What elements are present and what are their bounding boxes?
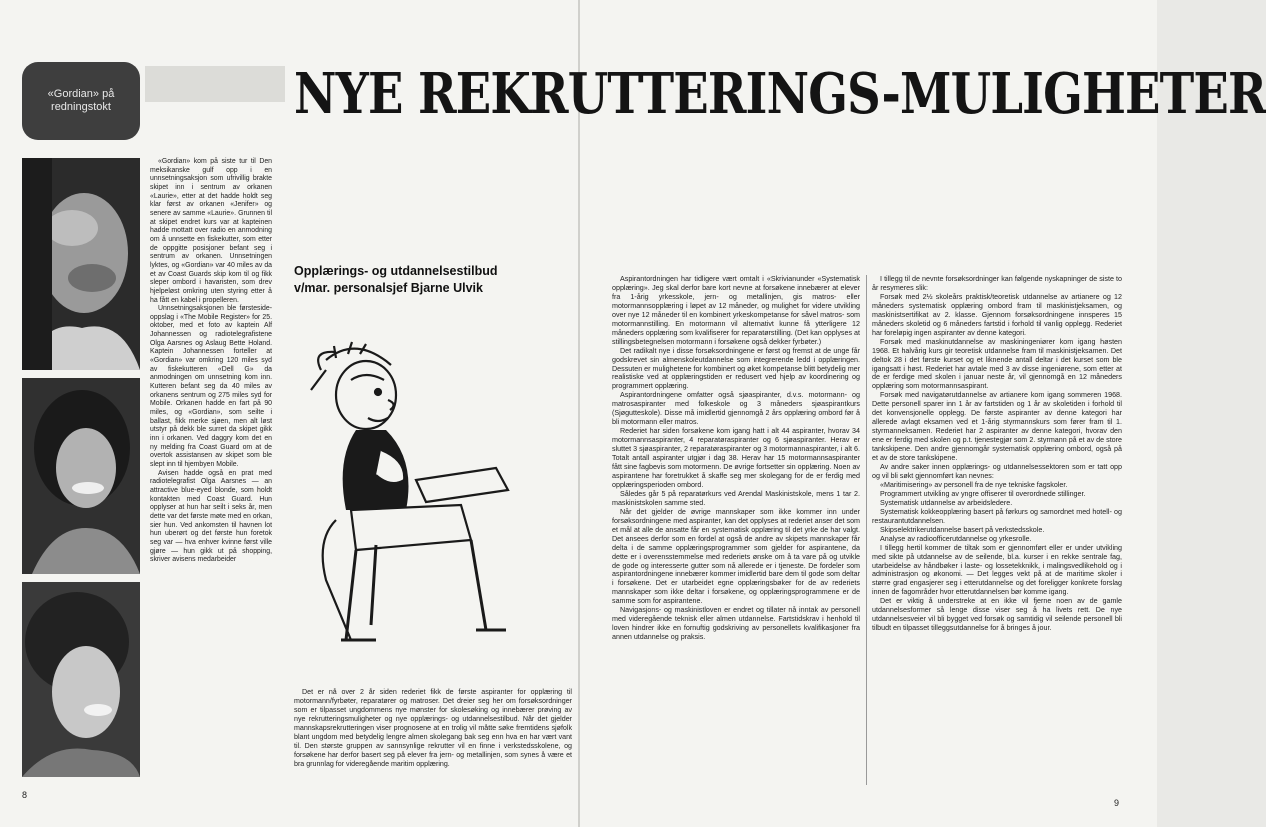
right-column-2-paragraph: I tillegg hertil kommer de tiltak som er gjennomført eller er under utvikling med sikte på utdannelse av de seilende, bl.a. kurser i en rekke sentrale fag, utarbeidelse av håndbøker i laste- og lossetekknikk, i malingsvedlikehold og i administrasjon og økonomi. — Det legges vekt på at de maritime skoler i større grad engasjerer seg i etterutdannelse og det foreligger konkrete forslag innen de fagområder hvor etterutdannelsen bør komme igang. [872,543,1122,597]
photo-radio-operator-2-image [22,582,140,777]
right-column-2 [872,275,1122,787]
article-subhead [294,263,564,297]
right-column-1 [612,275,860,785]
photo-radio-operator-2 [22,582,140,777]
story-badge-text: «Gordian» på redningstokt [47,88,115,113]
right-column-2-paragraph: Analyse av radioofficerutdannelse og yrkesrolle. [880,534,1032,543]
right-column-1-paragraph: Aspirantordningene omfatter også sjøaspiranter, d.v.s. motormann- og matrosaspiranter med folkeskole og 3 måneders sjøaspirantkurs (Sjøgutteskole). Disse må imidlertid gjennomgå 2 års opplæring ombord før å bli motormann eller matros. [612,391,860,427]
right-column-1-paragraph: Navigasjons- og maskinistloven er endret og tillater nå inntak av personell med videregående teknisk eller almen utdannelse. Fartstidskrav i henhold til loven hindrer ikke en fornuftig godskriving av personellets kvalifikasjoner fra annen utdannelse og praksis. [612,606,860,642]
faded-print-through [145,66,285,102]
left-article-paragraph: «Gordian» kom på siste tur til Den meksikanske gulf opp i en unnsetningsaksjon som ufrivillig brakte skipet inn i sentrum av orkanen «Laurie», etter at det hadde holdt seg klar først av orkanen «Jenifer» og senere av samme «Laurie». Grunnen til at skipet endret kurs var at kapteinen hadde mottatt over radio en anmodning om å unnsette en fiskekutter, som etter de oppgitte posisjoner befant seg i sentrum av orkanen. Unnsetningen lyktes, og «Gordian» var 40 miles av da et av Coast Guards skip kom til og fikk sleper ombord i havaristen, som drev hjelpeløst omkring uten styring etter å ha fått en kabel i propelleren. [150,158,272,304]
photo-radio-operator-1-image [22,378,140,574]
right-column-2-paragraph: Forsøk med navigatørutdannelse av artianere kom igang sommeren 1968. Dette personell sparer inn 1 år av fartstiden og 1 år av skoletiden i forhold til det konvensjonelle opplegg. De første aspiranter av denne kategori har allerede avlagt eksamen ved et 1-årig styrmannskurs som fører fram til 1. styrmanneksamen. Rederiet har 2 aspiranter av denne kategori, hvorav den ene er ferdig med skolen og p.t. tjenestegjør som 2. styrmann på et av de store tankskipene. Den andre gjennomgår systematisk opplæring ombord, også på et av de store tankskipene. [872,391,1122,463]
subhead-line-2: v/mar. personalsjef Bjarne Ulvik [294,281,483,295]
intro-text-block [294,688,572,780]
right-column-2-paragraph: Skipselektrikerutdannelse basert på verkstedsskole. [880,525,1045,534]
right-column-2-paragraph: Forsøk med maskinutdannelse av maskiningeniører kom igang høsten 1968. Et halvårig kurs gir teoretisk utdannelse fram til maskinistjeksamen. Det deltok 28 i det første kurset og et liknende antall deltar i det kurset som ble igangsatt i høst. Rederiet har avtale med 3 av disse ingeniørene, som etter at de er ferdige med skolen i januar neste år, vil gjennomgå en 12 måneders opplæring som motormannsaspirant. [872,337,1122,391]
headline-text: NYE REKRUTTERINGS-MULIGHETER [294,61,1266,127]
right-column-2-paragraph: Systematisk kokkeopplæring basert på førkurs og samordnet med hotell- og restaurantutdannelsen. [872,507,1122,525]
right-column-1-paragraph: Når det gjelder de øvrige mannskaper som ikke kommer inn under forsøksordningene med aspiranter, kan det opplyses at rederiet anser det som et mål at alle de ansatte får en systematisk opplæring til det yrke de har valgt. Det ansees derfor som en fordel at også de andre av skipets mannskaper får delta i de samme opplæringsprogrammer som gjelder for aspirantene, da dette er i overensstemmelse med rederiets ønske om å ta vare på og utvikle de gode og interesserte gutter som nå allerede er i tjeneste. De fordeler som aspirantordningene innebærer kommer imidlertid bare dem til gode som deltar i forsøkene. Det er utarbeidet egne opplæringsbøker for de av rederiets mannskaper som ikke deltar i forsøkene, og opplæringsprogrammene er de samme som for aspirantene. [612,507,860,606]
page-number-right: 9 [1114,798,1120,808]
cartoon-student-illustration [296,340,546,660]
left-article-paragraph: Unnsetningsaksjonen ble førsteside-oppslag i «The Mobile Register» for 25. oktober, med et foto av kaptein Alf Johannessen og radiotelegrafistene Olga Aarsnes og Aslaug Bette Holand. Kaptein Johannessen forteller at «Gordian» var omkring 120 miles syd av fiskekutteren «Dell G» da anmodningen om unnsetning kom inn. Kutteren befant seg da 40 miles av orkanens sentrum og 275 miles syd for Mobile. Orkanen hadde en fart på 90 miles, og «Gordian», som seilte i ballast, fikk merke sjøen, men alt løst utstyr på dekk ble surret da skipet gikk inn i orkanen. Ved daggry kom det en ny melding fra Coast Guard om at de overtok assistansen av skipet som ble slept inn til hjembyen Mobile. [150,305,272,468]
photo-captain-image [22,158,140,370]
right-column-2-paragraph: Det er viktig å understreke at en ikke vil fjerne noen av de gamle utdannelsesformer så lenge disse viser seg å ha livets rett. De nye utdannelsesveier vil bli bygget ved forsøk og samtidig vil seilende personell bli tilbudt en tilpasset tilleggsutdannelse for å bringes å jour. [872,597,1122,633]
right-column-2-paragraph: Systematisk utdannelse av arbeidsledere. [880,498,1013,507]
right-column-1-paragraph: Aspirantordningen har tidligere vært omtalt i «Skrivianunder «Systematisk opplæring». Jeg skal derfor bare kort nevne at forsøkene innebærer at elever fra 1-årig yrkesskole, jern- og metallinjen, gis matros- eller motormannsopplæring i løpet av 12 måneder, og mulighet for videre utvikling over nye 12 måneder til en kombinert yrkeskompetanse for såvel matros- som motormannstilling. En motormann vil alternativt kunne få ytterligere 12 måneders opplæring som kvalifiserer for reparatørstilling. (Det kan opplyses at stillingsbetegnelsen motormann i forsøkene også dekker fyrbøter.) [612,275,860,346]
right-column-1-paragraph: Rederiet har siden forsøkene kom igang hatt i alt 44 aspiranter, hvorav 34 motormannsaspiranter, 4 reparatøraspiranter og 6 sjøaspiranter. Herav er sluttet 3 sjøaspiranter, 2 reparatøraspiranter og 3 motormannaspiranter, i alt 6. Totalt antall aspiranter utgjør i dag 38. Herav har 15 motormannsaspiranter fått sine fagbevis som motormenn. De øvrige fortsetter sin opplæring. Noen av aspirantene har foretrukket å skaffe seg mer skolegang for de er ferdig med opplæringsperioden ombord. [612,427,860,489]
page-number-left: 8 [22,790,28,800]
subhead-line-1: Opplærings- og utdannelsestilbud [294,264,498,278]
right-column-2-paragraph: Av andre saker innen opplærings- og utdannelsessektoren som er tatt opp og vil bli søkt gjennomført kan nevnes: [872,463,1122,480]
right-column-2-paragraph: Programmert utvikling av yngre offiserer til overordnede stillinger. [880,489,1086,498]
photo-captain [22,158,140,370]
right-column-2-paragraph: «Maritimisering» av personell fra de nye tekniske fagskoler. [880,480,1068,489]
left-article-column [150,158,272,778]
column-divider [866,275,867,785]
right-column-2-paragraph: Forsøk med 2½ skoleårs praktisk/teoretisk utdannelse av artianere og 12 måneders systematisk opplæring ombord fram til maskinistjeksamen, og maskinistsertifikat av 2. klasse. Gjennom forsøksordningene innsperes 15 måneders skoletid og 6 måneders fartstid i forhold til vanlig opplegg. Rederiet har foreløpig ingen aspiranter av denne kategori. [872,292,1122,337]
intro-paragraph: Det er nå over 2 år siden rederiet fikk de første aspiranter for opplæring til motormann/fyrbøter, reparatører og matroser. Det dreier seg her om forsøksordninger som er tilpasset ungdommens nye mønster for skolesøking og innebærer prøving av nye rekrutteringsmuligheter og nye opplærings- og utdannelsestilbud. Når det gjelder mannskapsrekrutteringen viser prognosene at en trolig vil måtte søke fremtidens sjøfolk blant ungdom med betydelig lengre almen skolegang bak seg enn hva en har vært vant til. Den største gruppen av sannsynlige rekrutter vil en finne i verkstedsskolene, og forsøkene har derfor basert seg på elever fra jern- og metallinjen, som synes å være et bra grunnlag for videregående maritim opplæring. [294,688,572,768]
photo-radio-operator-1 [22,378,140,574]
story-badge [22,62,140,140]
right-column-1-paragraph: Således går 5 på reparatørkurs ved Arendal Maskinistskole, mens 1 tar 2. maskinistskolen samme sted. [612,489,860,507]
right-column-1-paragraph: Det radikalt nye i disse forsøksordningene er først og fremst at de unge får godskrevet sin almenskoleutdannelse som integrerende ledd i opplæringen. Dessuten er mulighetene for kombinert og øket kompetanse blitt betydelig mer realistiske ved at opplæringstiden er redusert ved hjelp av koordinering og programmert opplæring. [612,346,860,391]
left-article-paragraph: Avisen hadde også en prat med radiotelegrafist Olga Aarsnes — an attractive blue-eyed blonde, som holdt kontakten med Coast Guard. Hun opplyser at hun har seilt i seks år, men dette var det første møte med en orkan, sier hun. Ved ankomsten til havnen lot hun uberørt og det første hun foretok seg var — hva enhver kvinne først ville gjøre — hun gikk ut på shopping, skriver avisens medarbeider [150,469,272,564]
right-column-2-paragraph: I tillegg til de nevnte forsøksordninger kan følgende nyskapninger de siste to år resymeres slik: [872,275,1122,292]
article-headline [294,61,1266,127]
